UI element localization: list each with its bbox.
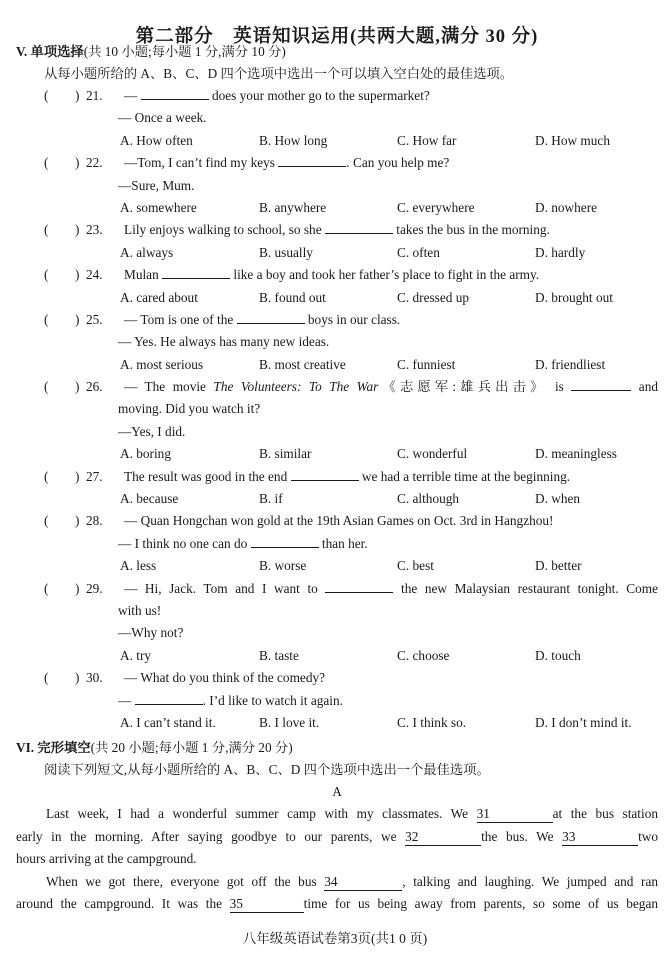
option-d[interactable]: D. nowhere	[535, 199, 598, 215]
part-title: 第二部分 英语知识运用(共两大题,满分 30 分)	[135, 27, 539, 47]
cloze-blank-33[interactable]: 33	[562, 829, 638, 846]
option-c[interactable]: C. dressed up	[397, 289, 470, 305]
film-title: The Volunteers: To The War	[213, 379, 379, 395]
section-5-instruction: 从每小题所给的 A、B、C、D 四个选项中选出一个可以填入空白处的最佳选项。	[44, 66, 514, 81]
options-21	[16, 130, 658, 152]
passage-line: When we got there, everyone got off the bus 34 , talking and laughing. We jumped and ran	[46, 873, 658, 889]
option-a[interactable]: A. somewhere	[120, 199, 197, 215]
question-26: ( ) 26. — The movie The Volunteers: To The War《志愿军:雄兵出击》 is and moving. Did you watch it? —Yes, I did. A. boring B. similar C. wonderful D. meaningless	[16, 376, 658, 466]
option-d[interactable]: D. brought out	[535, 289, 613, 305]
option-b[interactable]: B. if	[259, 491, 283, 507]
option-c[interactable]: C. wonderful	[397, 446, 468, 462]
option-d[interactable]: D. better	[535, 558, 582, 574]
answer-blank[interactable]	[251, 533, 319, 548]
options-23	[16, 242, 658, 264]
question-27: ( ) 27. The result was good in the end we had a terrible time at the beginning. A. because B. if C. although D. when	[16, 466, 658, 511]
option-a[interactable]: A. less	[120, 558, 157, 574]
options-28	[16, 555, 658, 577]
question-29: ( ) 29. — Hi, Jack. Tom and I want to the new Malaysian restaurant tonight. Come with us! —Why not? A. try B. taste C. choose D. touch	[16, 578, 658, 668]
option-c[interactable]: C. often	[397, 244, 440, 260]
option-b[interactable]: B. usually	[259, 244, 313, 260]
option-d[interactable]: D. I don’t mind it.	[535, 714, 632, 730]
answer-blank[interactable]	[141, 85, 209, 100]
question-24: ( ) 24. Mulan like a boy and took her father’s place to fight in the army. A. cared about B. found out C. dressed up D. brought out	[16, 264, 658, 309]
option-b[interactable]: B. anywhere	[259, 199, 327, 215]
option-c[interactable]: C. funniest	[397, 356, 456, 372]
option-d[interactable]: D. meaningless	[535, 446, 617, 462]
option-d[interactable]: D. How much	[535, 132, 610, 148]
option-b[interactable]: B. worse	[259, 558, 307, 574]
option-a[interactable]: A. try	[120, 647, 152, 663]
answer-blank[interactable]	[135, 690, 203, 705]
answer-blank[interactable]	[278, 152, 346, 167]
option-a[interactable]: A. always	[120, 244, 174, 260]
option-a[interactable]: A. because	[120, 491, 179, 507]
option-c[interactable]: C. How far	[397, 132, 457, 148]
passage-line: early in the morning. After saying goodbye to our parents, we 32 the bus. We 33 two	[16, 828, 658, 844]
cloze-blank-34[interactable]: 34	[324, 874, 402, 891]
passage-line: hours arriving at the campground.	[16, 851, 197, 867]
option-c[interactable]: C. choose	[397, 647, 450, 663]
option-c[interactable]: C. although	[397, 491, 460, 507]
options-29	[16, 645, 658, 667]
option-b[interactable]: B. How long	[259, 132, 328, 148]
cloze-passage	[16, 803, 658, 915]
question-22: ( ) 22. —Tom, I can’t find my keys . Can you help me? —Sure, Mum. A. somewhere B. anywhere C. everywhere D. nowhere	[16, 152, 658, 219]
passage-letter: A	[332, 784, 342, 800]
question-23: ( ) 23. Lily enjoys walking to school, so she takes the bus in the morning. A. always B. usually C. often D. hardly	[16, 219, 658, 264]
options-26	[16, 443, 658, 465]
option-a[interactable]: A. I can’t stand it.	[120, 714, 216, 730]
cloze-blank-31[interactable]: 31	[477, 806, 553, 823]
section-6-heading	[16, 737, 658, 759]
options-24	[16, 287, 658, 309]
question-28: ( ) 28. — Quan Hongchan won gold at the 19th Asian Games on Oct. 3rd in Hangzhou! — I think no one can do than her. A. less B. worse C. best D. better	[16, 510, 658, 577]
passage-line: Last week, I had a wonderful summer camp with my classmates. We 31 at the bus station	[46, 806, 658, 822]
section-6-note: (共 20 小题;每小题 1 分,满分 20 分)	[90, 740, 293, 756]
cloze-blank-32[interactable]: 32	[405, 829, 481, 846]
answer-blank[interactable]	[237, 309, 305, 324]
cloze-blank-35[interactable]: 35	[230, 896, 304, 913]
options-22	[16, 197, 658, 219]
option-c[interactable]: C. everywhere	[397, 199, 475, 215]
section-5-label: V. 单项选择	[16, 44, 84, 59]
option-a[interactable]: A. boring	[120, 446, 171, 462]
answer-blank[interactable]	[325, 219, 393, 234]
option-d[interactable]: D. friendliest	[535, 356, 606, 372]
option-b[interactable]: B. found out	[259, 289, 326, 305]
answer-blank[interactable]	[325, 578, 393, 593]
answer-blank[interactable]	[571, 376, 631, 391]
question-25: ( ) 25. — Tom is one of the boys in our class. — Yes. He always has many new ideas. A. most serious B. most creative C. funniest D. friendliest	[16, 309, 658, 376]
question-30: ( ) 30. — What do you think of the comedy? — . I’d like to watch it again. A. I can’t stand it. B. I love it. C. I think so. D. I don’t mind it.	[16, 667, 658, 734]
option-b[interactable]: B. I love it.	[259, 714, 320, 730]
page-footer: 八年级英语试卷第3页(共1 0 页)	[242, 931, 428, 946]
section-6-instruction: 阅读下列短文,从每小题所给的 A、B、C、D 四个选项中选出一个最佳选项。	[44, 762, 490, 778]
option-c[interactable]: C. I think so.	[397, 714, 467, 730]
option-b[interactable]: B. similar	[259, 446, 312, 462]
options-25	[16, 354, 658, 376]
options-27	[16, 488, 658, 510]
option-b[interactable]: B. taste	[259, 647, 299, 663]
option-a[interactable]: A. most serious	[120, 356, 204, 372]
passage-line: around the campground. It was the 35 time for us being away from parents, so some of us began	[16, 895, 658, 911]
section-6-label: VI. 完形填空	[16, 740, 91, 756]
option-d[interactable]: D. when	[535, 491, 581, 507]
question-21: ( ) 21. — does your mother go to the supermarket? — Once a week. A. How often B. How long C. How far D. How much	[16, 85, 658, 152]
option-b[interactable]: B. most creative	[259, 356, 346, 372]
option-d[interactable]: D. touch	[535, 647, 581, 663]
option-c[interactable]: C. best	[397, 558, 434, 574]
answer-blank[interactable]	[291, 466, 359, 481]
option-a[interactable]: A. cared about	[120, 289, 198, 305]
options-30	[16, 712, 658, 734]
answer-blank[interactable]	[162, 264, 230, 279]
option-d[interactable]: D. hardly	[535, 244, 586, 260]
option-a[interactable]: A. How often	[120, 132, 193, 148]
section-5-note: (共 10 小题;每小题 1 分,满分 10 分)	[83, 44, 286, 59]
